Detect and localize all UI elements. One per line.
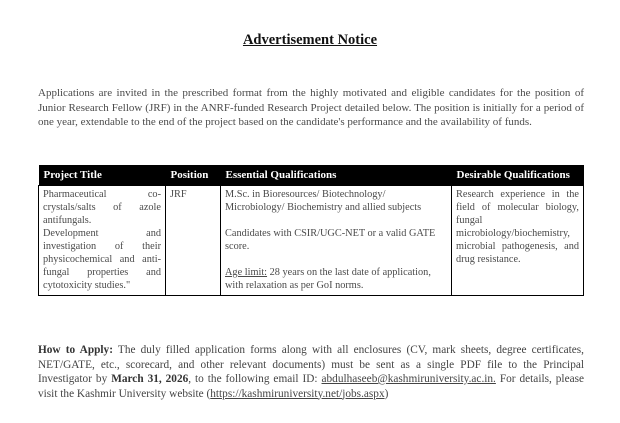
table-header-row [39,165,584,186]
email-link[interactable]: abdulhaseeb@kashmiruniversity.ac.in. [321,373,496,385]
header-project-title: Project Title [39,165,166,186]
header-desirable-qualifications: Desirable Qualifications [452,165,584,186]
website-link[interactable]: https://kashmiruniversity.net/jobs.aspx [210,387,385,400]
cell-desirable-qualifications: Research experience in the field of molecular biology, fungal microbiology/biochemistry, microbial pathogenesis, and drug resistance. [452,186,584,296]
project-title-line-b: Development and investigation of their physicochemical and anti-fungal properties and cytotoxicity studies." [43,228,161,291]
header-essential-qualifications: Essential Qualifications [221,165,452,186]
how-to-apply-text-3: For details, please visit the Kashmir University website ( [38,373,585,400]
project-title-line-a: Pharmaceutical co-crystals/salts of azole antifungals. [43,189,161,226]
cell-project-title [39,186,166,296]
table-row [39,186,584,296]
how-to-apply-text-4: ) [384,387,389,400]
age-limit-text: 28 years on the last date of application, with relaxation as per GoI norms. [225,267,431,291]
deadline-date: March 31, 2026 [111,373,189,385]
essential-degree: M.Sc. in Bioresources/ Biotechnology/ Microbiology/ Biochemistry and allied subjects [225,189,422,213]
essential-age-limit [225,266,447,292]
how-to-apply-text-2: , to the following email ID: [188,373,322,385]
age-limit-label: Age limit: [225,267,268,278]
notice-title: Advertisement Notice [242,32,378,48]
how-to-apply-paragraph [38,343,584,401]
how-to-apply-text-1: The duly filled application forms along with all enclosures (CV, mark sheets, degree certificates, NET/GATE, etc., scorecard, and other relevant documents) must be sent as a single PDF file to the Principal Investigator by [38,344,584,385]
header-position: Position [166,165,221,186]
essential-net-gate: Candidates with CSIR/UGC-NET or a valid GATE score. [225,228,436,252]
cell-essential-qualifications [221,186,452,296]
how-to-apply-label: How to Apply: [38,344,113,356]
intro-paragraph: Applications are invited in the prescribed format from the highly motivated and eligible candidates for the position of Junior Research Fellow (JRF) in the ANRF-funded Research Project detailed below. The position is initially for a period of one year, extendable to the end of the project based on the candidate's performance and the availability of funds. [38,87,584,128]
cell-position: JRF [166,186,221,296]
project-table [38,165,584,296]
